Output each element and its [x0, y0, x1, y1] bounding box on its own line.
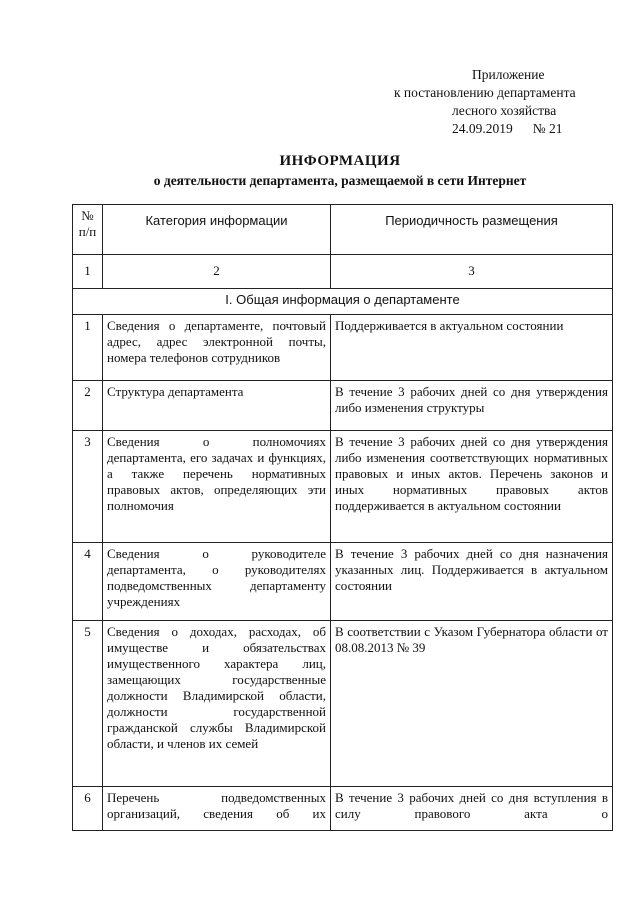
- row-category: Сведения о доходах, расходах, об имуществе и обязательствах имущественного характера лиц, замещающих государственные должности Владимирской области, должности государственной гражданской службы Владимирской области, и членов их семей: [103, 621, 331, 787]
- column-number-2: 2: [103, 255, 331, 289]
- row-periodicity: В соответствии с Указом Губернатора области от 08.08.2013 № 39: [331, 621, 613, 787]
- table-header-row: [73, 205, 613, 255]
- row-category: Структура департамента: [103, 381, 331, 431]
- row-periodicity: В течение 3 рабочих дней со дня назначения указанных лиц. Поддерживается в актуальном состоянии: [331, 543, 613, 621]
- document-heading: [80, 152, 600, 190]
- header-periodicity: Периодичность размещения: [331, 205, 613, 255]
- table-row: [73, 315, 613, 381]
- column-number-1: 1: [73, 255, 103, 289]
- appendix-number: № 21: [532, 121, 563, 136]
- header-num: № п/п: [73, 205, 103, 255]
- table-row: [73, 621, 613, 787]
- row-number: 2: [73, 381, 103, 431]
- row-number: 6: [73, 787, 103, 831]
- document-subtitle: о деятельности департамента, размещаемой в сети Интернет: [153, 173, 527, 188]
- appendix-department-line: лесного хозяйства: [452, 103, 557, 118]
- row-periodicity: В течение 3 рабочих дней со дня вступления в силу правового акта о: [331, 787, 613, 831]
- appendix-block: [390, 66, 620, 138]
- row-category: Сведения о полномочиях департамента, его задачах и функциях, а также перечень нормативных правовых актов, определяющих эти полномочия: [103, 431, 331, 543]
- table-row: [73, 787, 613, 831]
- appendix-date: 24.09.2019: [452, 121, 513, 136]
- row-number: 4: [73, 543, 103, 621]
- row-periodicity: Поддерживается в актуальном состоянии: [331, 315, 613, 381]
- column-number-3: 3: [331, 255, 613, 289]
- section-title: I. Общая информация о департаменте: [73, 289, 613, 315]
- appendix-resolution-line: к постановлению департамента: [394, 85, 576, 100]
- document-title: ИНФОРМАЦИЯ: [279, 153, 401, 169]
- header-category: Категория информации: [103, 205, 331, 255]
- row-category: Перечень подведомственных организаций, сведения об их: [103, 787, 331, 831]
- appendix-title: Приложение: [472, 67, 545, 82]
- table-row: [73, 543, 613, 621]
- row-number: 5: [73, 621, 103, 787]
- row-number: 3: [73, 431, 103, 543]
- information-table: [72, 204, 613, 831]
- row-periodicity: В течение 3 рабочих дней со дня утверждения либо изменения соответствующих нормативных правовых и иных актов. Перечень законов и иных нормативных правовых актов поддерживается в актуальном состоянии: [331, 431, 613, 543]
- column-number-row: [73, 255, 613, 289]
- appendix-date-number: [390, 120, 620, 138]
- table-row: [73, 431, 613, 543]
- table-row: [73, 381, 613, 431]
- row-category: Сведения о департаменте, почтовый адрес, адрес электронной почты, номера телефонов сотрудников: [103, 315, 331, 381]
- row-category: Сведения о руководителе департамента, о руководителях подведомственных департаменту учреждениях: [103, 543, 331, 621]
- section-row: [73, 289, 613, 315]
- row-periodicity: В течение 3 рабочих дней со дня утверждения либо изменения структуры: [331, 381, 613, 431]
- row-number: 1: [73, 315, 103, 381]
